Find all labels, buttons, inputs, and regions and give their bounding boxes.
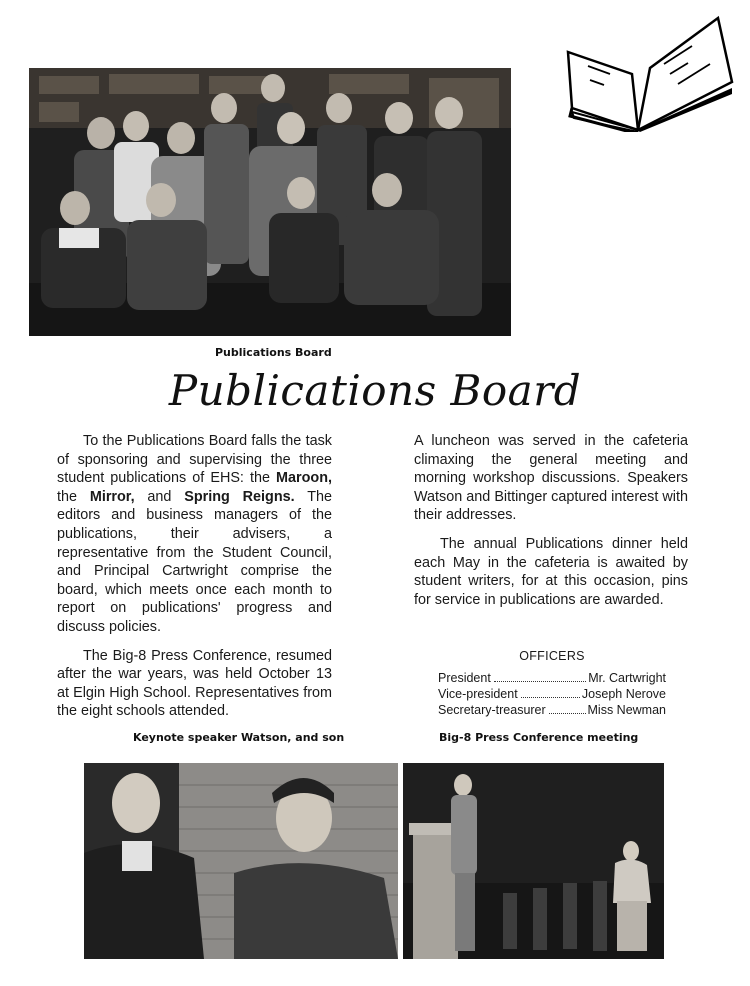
p1-text-d: The editors and business managers of the publications, their advisers, a representative from the Student Council, and Principal Cartwright comprise the board, which meets once each month to report on publications' progress and discuss policies. [57, 488, 332, 635]
bottom-left-caption: Keynote speaker Watson, and son [133, 731, 345, 744]
open-book-icon [560, 12, 738, 132]
p1-text-b: the [57, 488, 90, 505]
officer-role: President [438, 671, 491, 685]
press-conference-photo [403, 763, 664, 959]
top-photo-caption: Publications Board [215, 346, 332, 359]
officer-name: Joseph Nerove [581, 687, 666, 701]
spring-reigns-title: Spring Reigns. [184, 488, 295, 505]
page-title: Publications Board [168, 366, 582, 415]
officers-list [438, 648, 666, 718]
right-column [414, 432, 688, 619]
officer-role: Secretary-treasurer [438, 703, 546, 717]
right-paragraph-1: A luncheon was served in the cafeteria climaxing the general meeting and morning workshop discussions. Speakers Watson and Bittinger captured interest with their addresses. [414, 433, 688, 524]
p1-text-a: To the Publications Board falls the task of sponsoring and supervising the three student publications of EHS: the [57, 433, 332, 487]
left-paragraph-1 [57, 432, 332, 637]
officer-row [438, 686, 666, 702]
right-paragraph-2: The annual Publications dinner held each May in the cafeteria is awaited by student writers, for at this occasion, pins for service in publications are awarded. [414, 535, 688, 608]
officer-row [438, 670, 666, 686]
officers-heading: OFFICERS [519, 649, 585, 663]
officer-name: Miss Newman [587, 703, 666, 717]
officer-role: Vice-president [438, 687, 518, 701]
maroon-title: Maroon, [276, 470, 332, 487]
left-paragraph-2: The Big-8 Press Conference, resumed after the war years, was held October 13 at Elgin High School. Representatives from the eight schools attended. [57, 647, 332, 720]
bottom-right-caption: Big-8 Press Conference meeting [439, 731, 639, 744]
officer-row [438, 702, 666, 718]
officer-name: Mr. Cartwright [588, 671, 666, 685]
p1-text-c: and [134, 488, 185, 505]
left-column [57, 432, 332, 731]
keynote-speaker-photo [84, 763, 398, 959]
mirror-title: Mirror, [89, 488, 135, 505]
publications-board-group-photo [29, 68, 511, 336]
